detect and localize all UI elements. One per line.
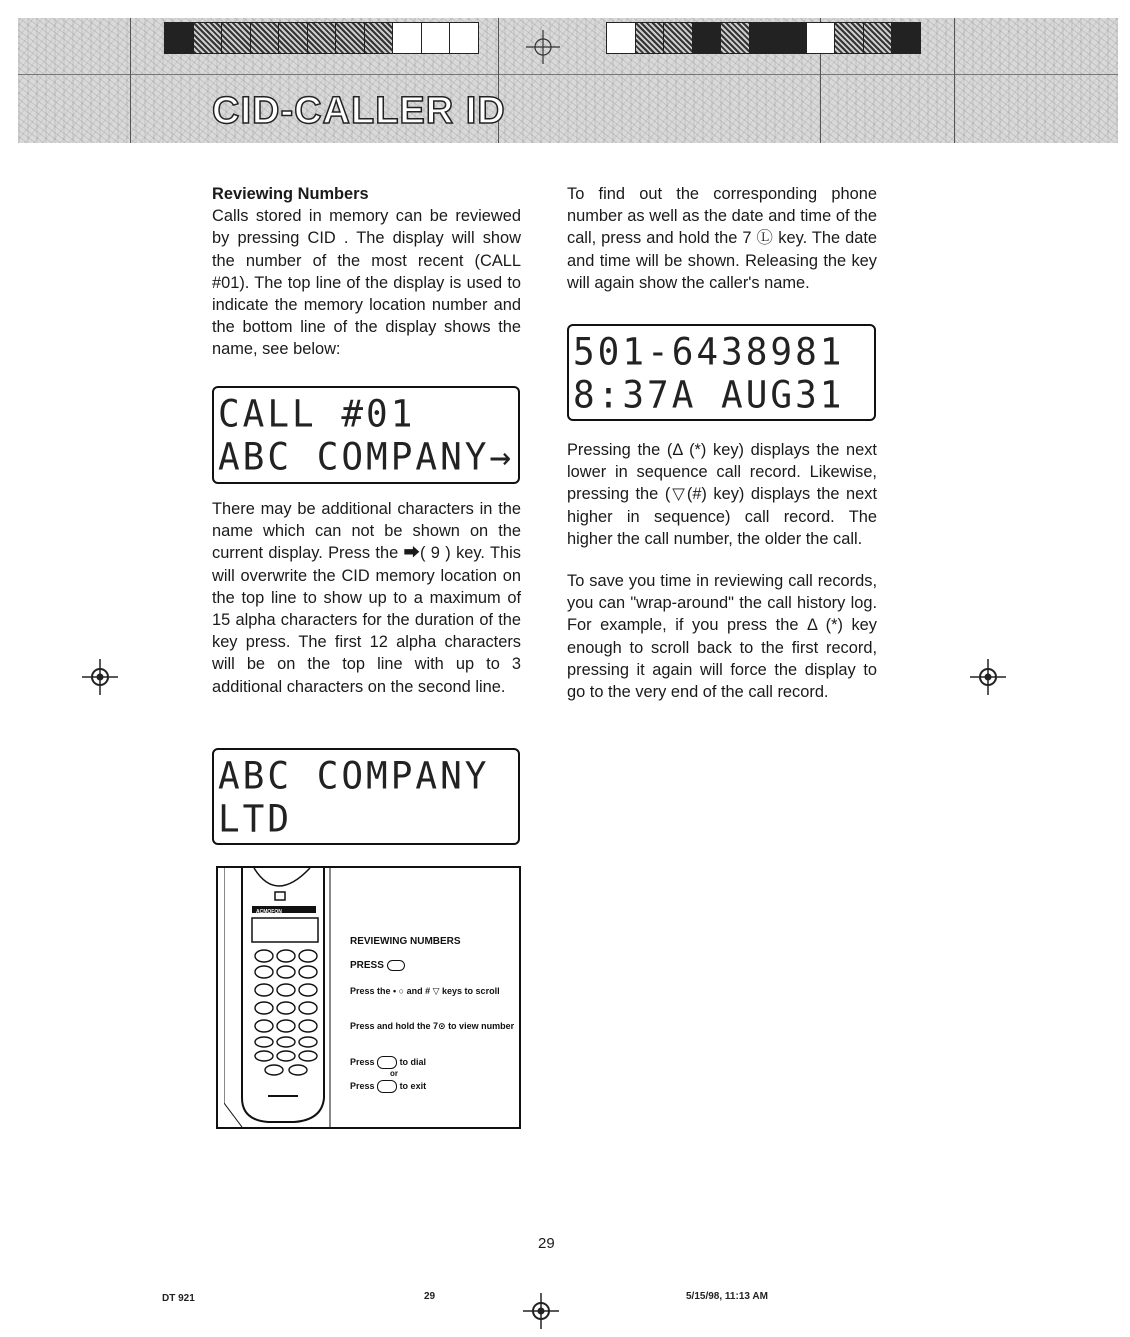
registration-mark-icon [523,1293,559,1329]
registration-mark-icon [82,659,118,695]
lcd-line-2: LTD [218,797,293,841]
section-title: CID-CALLER ID [212,90,506,132]
figure-press-cid [350,960,405,971]
footer-timestamp: 5/15/98, 11:13 AM [686,1291,768,1302]
figure-hold-instruction: Press and hold the 7⊙ to view number [350,1021,515,1031]
figure-press-label: PRESS [350,960,384,972]
cid-key-icon [387,960,405,971]
lcd-line-1: ABC COMPANY [218,754,490,798]
header-divider [130,18,131,143]
registration-mark-icon [526,30,560,64]
footer-model: DT 921 [162,1293,195,1304]
wrap-around-paragraph: To save you time in reviewing call records, you can "wrap-around" the call history log. For example, if you press the Δ (*) key enough to scroll back to the first record, pressing it again will force the display to go to the very end of the call record. [567,572,877,702]
right-column [567,183,877,294]
exit-suffix: to exit [399,1080,427,1091]
registration-squares-left [164,22,478,54]
lcd-line-1: CALL #01 [218,392,416,436]
section-heading: Reviewing Numbers [212,185,369,203]
dial-prefix: Press [350,1056,375,1067]
lcd-display-company-name [212,748,520,845]
lcd-line-2: 8:37A AUG31 [573,373,845,417]
figure-exit-instruction [350,1080,426,1093]
off-key-icon [377,1080,397,1093]
sequence-paragraph: Pressing the (Δ (*) key) displays the next lower in sequence call record. Likewise, pressing the (▽(#) key) displays the next higher in sequence) call record. The higher the call number, the older the call. [567,441,877,548]
page-number: 29 [538,1235,555,1252]
left-column [212,183,521,361]
exit-prefix: Press [350,1080,375,1091]
lcd-display-call-01 [212,386,520,484]
header-band [18,18,1118,143]
left-column-continued [212,498,521,698]
lcd-line-2: ABC COMPANY→ [218,435,515,479]
right-column-continued [567,439,877,703]
intro-paragraph: Calls stored in memory can be reviewed by pressing CID . The display will show the number of the most recent (CALL #01). The top line of the display is used to indicate the memory location number and the bottom line of the display shows the name, see below: [212,207,521,359]
figure-or: or [390,1069,398,1078]
footer-page: 29 [424,1291,436,1302]
registration-squares-right [606,22,920,54]
figure-title: REVIEWING NUMBERS [350,936,461,947]
header-rule [18,74,1118,75]
lcd-display-number-date [567,324,876,421]
lcd-line-1: 501-6438981 [573,330,845,374]
registration-mark-icon [970,659,1006,695]
find-number-paragraph: To find out the corresponding phone number as well as the date and time of the call, press and hold the 7 Ⓛ key. The date and time will be shown. Releasing the key will again show the caller's name. [567,185,877,292]
figure-scroll-instruction: Press the • ○ and # ▽ keys to scroll [350,986,500,996]
figure-dial-instruction [350,1056,426,1069]
additional-characters-paragraph: There may be additional characters in the name which can not be shown on the current display. Press the ⮕( 9 ) key. This will overwrite the CID memory location on the top line to show up to a maximum of 15 alpha characters for the duration of the key press. The first 12 alpha characters will be on the top line with up to 3 additional characters on the second line. [212,500,521,696]
handset-brand: ACMOFON [256,909,282,915]
header-divider [954,18,955,143]
handset-figure [216,866,521,1129]
dial-suffix: to dial [399,1056,427,1067]
